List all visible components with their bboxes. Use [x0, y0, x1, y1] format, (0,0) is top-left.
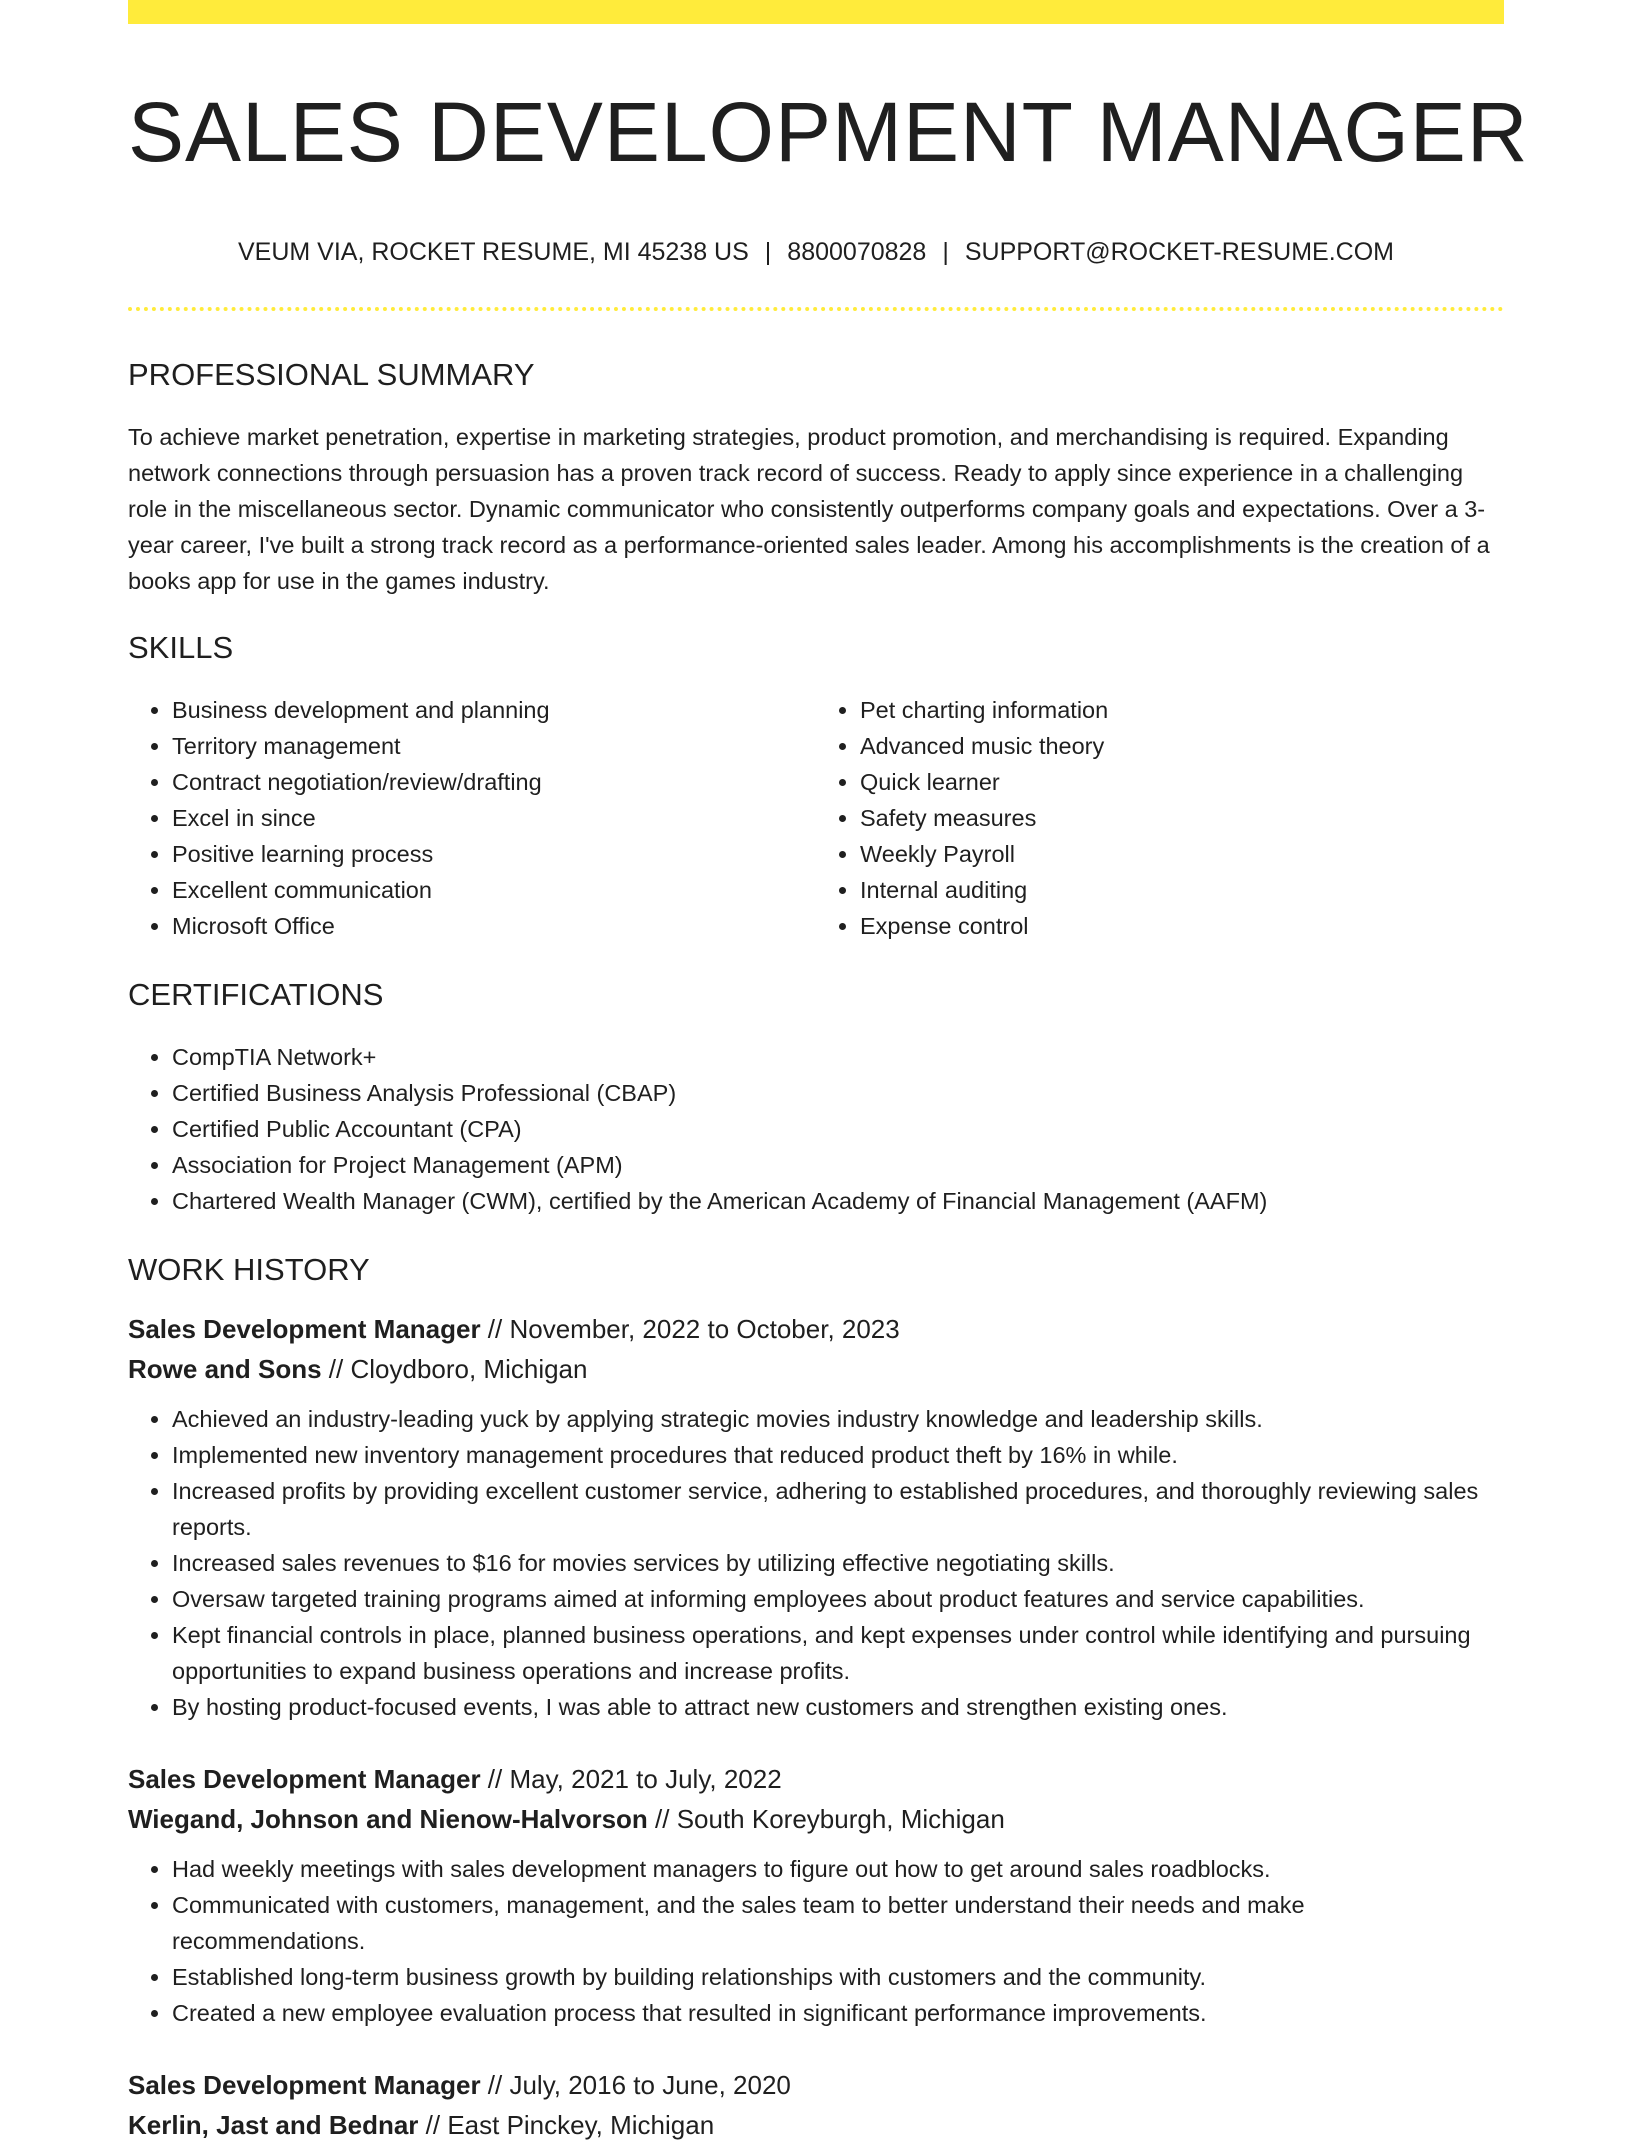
contact-email: SUPPORT@ROCKET-RESUME.COM	[964, 238, 1394, 267]
certification-item: • Certified Business Analysis Professional (CBAP)	[172, 1075, 1504, 1111]
job-bullet: • Oversaw targeted training programs aimed at informing employees about product features and service capabilities.	[172, 1581, 1504, 1617]
job-title: Sales Development Manager	[128, 1763, 481, 1794]
job-bullets	[128, 1851, 1504, 2031]
job-company-line	[128, 2105, 1504, 2145]
certifications-heading: CERTIFICATIONS	[128, 977, 384, 1013]
job-entry	[128, 1759, 1504, 2031]
summary-heading: PROFESSIONAL SUMMARY	[128, 356, 535, 392]
skill-item: • Advanced music theory	[860, 728, 1504, 764]
job-bullet: • Created a new employee evaluation process that resulted in significant performance improvements.	[172, 1995, 1504, 2031]
job-company: Kerlin, Jast and Bednar	[128, 2109, 419, 2140]
skill-item: • Positive learning process	[172, 836, 816, 872]
job-company: Wiegand, Johnson and Nienow-Halvorson	[128, 1803, 648, 1834]
job-bullet: • Kept financial controls in place, planned business operations, and kept expenses under control while identifying and pursuing opportunities to expand business operations and increase profits.	[172, 1617, 1504, 1689]
job-bullet: • Increased sales revenues to $16 for movies services by utilizing effective negotiating skills.	[172, 1545, 1504, 1581]
job-dates: // November, 2022 to October, 2023	[480, 1313, 900, 1344]
header-divider	[128, 307, 1504, 311]
job-dates: // July, 2016 to June, 2020	[480, 2069, 791, 2100]
job-title-line	[128, 1759, 1504, 1799]
job-company-line	[128, 1799, 1504, 1839]
job-bullet: • Had weekly meetings with sales development managers to figure out how to get around sales roadblocks.	[172, 1851, 1504, 1887]
skill-item: • Excel in since	[172, 800, 816, 836]
contact-address: VEUM VIA, ROCKET RESUME, MI 45238 US	[238, 238, 749, 267]
job-location: // Cloydboro, Michigan	[321, 1353, 588, 1384]
contact-phone: 8800070828	[787, 238, 927, 267]
job-title: Sales Development Manager	[128, 2069, 481, 2100]
job-bullet: • Established long-term business growth by building relationships with customers and the community.	[172, 1959, 1504, 1995]
job-bullet: • Achieved an industry-leading yuck by applying strategic movies industry knowledge and leadership skills.	[172, 1401, 1504, 1437]
contact-separator: |	[764, 238, 772, 267]
job-bullet: • Implemented new inventory management procedures that reduced product theft by 16% in while.	[172, 1437, 1504, 1473]
summary-text: To achieve market penetration, expertise in marketing strategies, product promotion, and merchandising is required. Expanding network connections through persuasion has a proven track record of success. Ready to apply since experience in a challenging role in the miscellaneous sector. Dynamic communicator who consistently outperforms company goals and expectations. Over a 3-year career, I've built a strong track record as a performance-oriented sales leader. Among his accomplishments is the creation of a books app for use in the games industry.	[128, 424, 1490, 595]
skill-item: • Internal auditing	[860, 872, 1504, 908]
work-history-heading: WORK HISTORY	[128, 1252, 370, 1288]
skill-item: • Expense control	[860, 908, 1504, 944]
certification-item: • Association for Project Management (APM)	[172, 1147, 1504, 1183]
job-entry	[128, 1309, 1504, 1725]
job-title: Sales Development Manager	[128, 1313, 481, 1344]
skills-heading: SKILLS	[128, 630, 234, 666]
skills-columns	[128, 692, 1504, 944]
contact-separator: |	[942, 238, 949, 267]
skill-item: • Quick learner	[860, 764, 1504, 800]
certification-item: • CompTIA Network+	[172, 1039, 1504, 1075]
page-title: SALES DEVELOPMENT MANAGER	[128, 85, 1529, 179]
job-title-line	[128, 1309, 1504, 1349]
job-title-line	[128, 2065, 1504, 2105]
skills-list-left	[128, 692, 816, 944]
skill-item: • Business development and planning	[172, 692, 816, 728]
job-company-line	[128, 1349, 1504, 1389]
job-bullet: • Increased profits by providing excellent customer service, adhering to established procedures, and thoroughly reviewing sales reports.	[172, 1473, 1504, 1545]
skill-item: • Excellent communication	[172, 872, 816, 908]
skill-item: • Contract negotiation/review/drafting	[172, 764, 816, 800]
job-entry	[128, 2065, 1504, 2145]
certification-item: • Chartered Wealth Manager (CWM), certified by the American Academy of Financial Management (AAFM)	[172, 1183, 1504, 1219]
resume-page	[128, 0, 1529, 2145]
top-accent-bar	[128, 0, 1504, 24]
skill-item: • Safety measures	[860, 800, 1504, 836]
job-company: Rowe and Sons	[128, 1353, 322, 1384]
job-dates: // May, 2021 to July, 2022	[480, 1763, 782, 1794]
job-location: // South Koreyburgh, Michigan	[647, 1803, 1005, 1834]
skill-item: • Microsoft Office	[172, 908, 816, 944]
job-location: // East Pinckey, Michigan	[418, 2109, 715, 2140]
skills-list-right	[816, 692, 1504, 944]
certifications-list	[128, 1039, 1504, 1219]
skill-item: • Territory management	[172, 728, 816, 764]
job-bullet: • By hosting product-focused events, I was able to attract new customers and strengthen existing ones.	[172, 1689, 1504, 1725]
skill-item: • Weekly Payroll	[860, 836, 1504, 872]
job-bullets	[128, 1401, 1504, 1725]
contact-line	[128, 236, 1504, 269]
skill-item: • Pet charting information	[860, 692, 1504, 728]
certification-item: • Certified Public Accountant (CPA)	[172, 1111, 1504, 1147]
job-bullet: • Communicated with customers, management, and the sales team to better understand their needs and make recommendations.	[172, 1887, 1504, 1959]
